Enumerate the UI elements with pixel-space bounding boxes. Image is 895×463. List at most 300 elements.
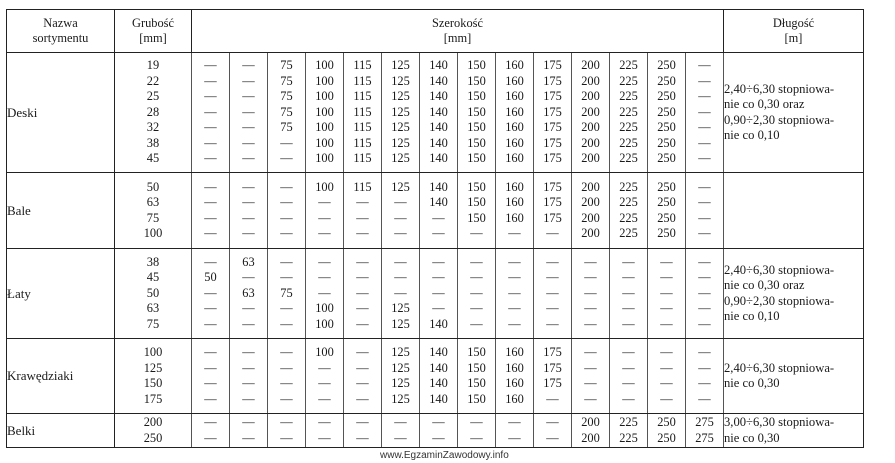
width-value: —	[356, 270, 369, 285]
length-cell	[724, 414, 864, 448]
width-column-cell	[534, 173, 572, 249]
width-value: —	[698, 254, 711, 269]
width-value: —	[622, 285, 635, 300]
width-value: —	[242, 104, 255, 119]
width-column-cell	[230, 53, 268, 173]
width-value: —	[546, 316, 559, 331]
width-column-cell	[420, 249, 458, 339]
width-value: 125	[391, 104, 410, 119]
width-value: 150	[467, 73, 486, 88]
width-column-cell	[534, 53, 572, 173]
width-value: 140	[429, 376, 448, 390]
width-value: 150	[467, 135, 486, 150]
width-value: —	[318, 430, 331, 445]
width-value: —	[318, 391, 331, 406]
width-value: 175	[543, 151, 562, 166]
width-value: —	[280, 391, 293, 406]
width-value: 150	[467, 210, 486, 225]
width-value: 100	[315, 58, 334, 73]
width-value: 115	[353, 58, 372, 73]
width-column-cell	[382, 339, 420, 414]
width-value: —	[660, 391, 673, 406]
width-value: 175	[543, 120, 562, 135]
width-value: —	[698, 73, 711, 88]
width-column-cell	[230, 249, 268, 339]
width-value: 115	[353, 73, 372, 88]
width-value: —	[508, 285, 521, 300]
width-column-cell	[534, 414, 572, 448]
width-value: 140	[429, 391, 448, 406]
thickness-value: 200	[143, 415, 163, 429]
width-value: —	[204, 120, 217, 135]
width-value: —	[394, 195, 407, 209]
width-value: 150	[467, 89, 486, 104]
width-value: —	[242, 226, 255, 240]
length-line: nie co 0,30 oraz	[724, 278, 805, 292]
width-value: —	[698, 360, 711, 375]
length-line: nie co 0,30	[724, 430, 780, 445]
width-value: 63	[242, 254, 255, 269]
thickness-value: 19	[146, 58, 160, 73]
width-value: 125	[391, 58, 410, 73]
width-value: —	[432, 415, 445, 429]
width-value: —	[356, 285, 369, 300]
width-value: 225	[619, 415, 638, 429]
width-value: —	[280, 135, 293, 150]
width-column-cell	[496, 249, 534, 339]
width-value: 225	[619, 58, 638, 73]
width-value: —	[204, 316, 217, 331]
width-value: 200	[581, 210, 600, 225]
width-value: —	[280, 270, 293, 285]
width-column-cell	[648, 173, 686, 249]
thickness-cell	[115, 173, 192, 249]
width-value: —	[470, 316, 483, 331]
header-width: Szerokość [mm]	[192, 10, 724, 53]
width-value: —	[698, 270, 711, 285]
width-value: 160	[505, 179, 524, 194]
width-value: —	[470, 254, 483, 269]
width-value: 175	[543, 135, 562, 150]
width-value: —	[242, 316, 255, 331]
width-value: —	[394, 254, 407, 269]
width-value: —	[584, 285, 597, 300]
width-value: —	[470, 285, 483, 300]
width-column-cell	[306, 173, 344, 249]
width-value: —	[280, 360, 293, 375]
width-value: 150	[467, 120, 486, 135]
width-column-cell	[610, 173, 648, 249]
width-value: —	[280, 254, 293, 269]
width-value: —	[242, 135, 255, 150]
assortment-name: Bale	[7, 173, 115, 249]
width-column-cell	[496, 414, 534, 448]
width-value: —	[242, 270, 255, 285]
width-column-cell	[230, 414, 268, 448]
width-column-cell	[572, 53, 610, 173]
width-value: 140	[429, 151, 448, 166]
width-column-cell	[306, 53, 344, 173]
width-value: 175	[543, 179, 562, 194]
watermark: www.EgzaminZawodowy.info	[380, 450, 509, 461]
width-value: 140	[429, 89, 448, 104]
thickness-value: 63	[146, 195, 160, 209]
width-value: —	[356, 226, 369, 240]
width-value: —	[546, 226, 559, 240]
width-value: 200	[581, 120, 600, 135]
width-column-cell	[458, 173, 496, 249]
width-column-cell	[344, 53, 382, 173]
length-line: 3,00÷6,30 stopniowa-	[724, 415, 835, 429]
width-value: 100	[315, 179, 334, 194]
width-value: 225	[619, 73, 638, 88]
width-column-cell	[534, 249, 572, 339]
width-value: —	[698, 316, 711, 331]
width-value: —	[698, 104, 711, 119]
width-value: —	[318, 254, 331, 269]
width-value: 200	[581, 104, 600, 119]
thickness-value: 38	[146, 254, 160, 269]
width-value: 200	[581, 135, 600, 150]
width-value: —	[508, 415, 521, 429]
width-value: —	[470, 301, 483, 316]
width-column-cell	[572, 173, 610, 249]
width-value: —	[318, 270, 331, 285]
width-value: 250	[657, 73, 676, 88]
length-cell	[724, 249, 864, 339]
table-row	[7, 249, 864, 339]
width-value: 100	[315, 73, 334, 88]
width-value: —	[318, 285, 331, 300]
width-value: —	[318, 360, 331, 375]
table-row	[7, 173, 864, 249]
width-value: 140	[429, 120, 448, 135]
width-value: —	[204, 89, 217, 104]
thickness-value: 32	[146, 120, 160, 135]
width-value: —	[242, 195, 255, 209]
width-value: —	[356, 376, 369, 390]
width-value: 250	[657, 151, 676, 166]
width-value: 225	[619, 210, 638, 225]
width-value: —	[356, 254, 369, 269]
width-value: —	[432, 285, 445, 300]
width-column-cell	[420, 339, 458, 414]
width-value: —	[622, 254, 635, 269]
width-value: 125	[391, 316, 410, 331]
width-value: —	[204, 301, 217, 316]
thickness-cell	[115, 53, 192, 173]
width-value: 225	[619, 179, 638, 194]
width-value: 150	[467, 195, 486, 209]
width-value: —	[204, 226, 217, 240]
width-value: —	[584, 360, 597, 375]
width-value: —	[204, 345, 217, 359]
width-value: —	[698, 120, 711, 135]
width-value: 140	[429, 316, 448, 331]
width-column-cell	[648, 339, 686, 414]
width-column-cell	[610, 249, 648, 339]
width-value: 160	[505, 195, 524, 209]
length-line: nie co 0,30	[724, 376, 780, 390]
width-column-cell	[268, 173, 306, 249]
width-value: 140	[429, 135, 448, 150]
assortment-name: Krawędziaki	[7, 339, 115, 414]
width-value: —	[356, 360, 369, 375]
length-cell	[724, 53, 864, 173]
width-value: 75	[280, 104, 293, 119]
length-line: nie co 0,30 oraz	[724, 97, 805, 111]
width-value: 150	[467, 151, 486, 166]
width-value: —	[622, 345, 635, 359]
width-value: 250	[657, 179, 676, 194]
width-value: 225	[619, 226, 638, 240]
width-value: —	[356, 430, 369, 445]
length-line: nie co 0,10	[724, 128, 780, 142]
length-line: 2,40÷6,30 stopniowa-	[724, 81, 835, 96]
width-value: 125	[391, 73, 410, 88]
width-value: 125	[391, 345, 410, 359]
width-value: —	[698, 285, 711, 300]
width-value: —	[242, 415, 255, 429]
width-value: —	[546, 270, 559, 285]
table-row	[7, 339, 864, 414]
width-value: —	[356, 301, 369, 316]
thickness-cell	[115, 249, 192, 339]
width-value: 225	[619, 135, 638, 150]
width-value: 140	[429, 179, 448, 194]
width-column-cell	[572, 414, 610, 448]
width-value: —	[660, 360, 673, 375]
width-value: 160	[505, 391, 524, 406]
width-value: 250	[657, 210, 676, 225]
width-value: 115	[353, 179, 372, 194]
width-value: —	[622, 376, 635, 390]
width-value: —	[280, 415, 293, 429]
width-value: 160	[505, 345, 524, 359]
width-value: 225	[619, 195, 638, 209]
width-value: 140	[429, 104, 448, 119]
width-value: —	[584, 254, 597, 269]
width-value: —	[318, 226, 331, 240]
width-value: —	[546, 415, 559, 429]
assortment-name: Łaty	[7, 249, 115, 339]
width-value: —	[584, 345, 597, 359]
width-value: 275	[695, 430, 714, 445]
thickness-value: 100	[143, 345, 163, 359]
width-column-cell	[230, 339, 268, 414]
width-value: 150	[467, 376, 486, 390]
width-value: 225	[619, 151, 638, 166]
width-value: 150	[467, 360, 486, 375]
width-value: 175	[543, 345, 562, 359]
width-value: —	[470, 270, 483, 285]
width-value: 225	[619, 120, 638, 135]
width-value: —	[470, 226, 483, 240]
width-value: 75	[280, 58, 293, 73]
width-value: —	[356, 195, 369, 209]
width-value: 125	[391, 179, 410, 194]
width-value: —	[698, 58, 711, 73]
width-value: 140	[429, 195, 448, 209]
width-value: —	[204, 151, 217, 166]
width-value: —	[242, 301, 255, 316]
width-value: —	[432, 210, 445, 225]
width-value: —	[204, 391, 217, 406]
width-value: —	[432, 430, 445, 445]
width-value: —	[280, 316, 293, 331]
width-value: 125	[391, 135, 410, 150]
width-value: —	[280, 345, 293, 359]
width-value: —	[242, 89, 255, 104]
lumber-sizes-table	[6, 9, 864, 448]
width-value: 200	[581, 89, 600, 104]
width-value: 250	[657, 415, 676, 429]
width-column-cell	[648, 414, 686, 448]
width-value: —	[660, 345, 673, 359]
length-line: 2,40÷6,30 stopniowa-	[724, 360, 835, 375]
width-value: —	[432, 254, 445, 269]
width-value: —	[242, 376, 255, 390]
width-value: —	[242, 120, 255, 135]
width-column-cell	[306, 414, 344, 448]
width-column-cell	[306, 249, 344, 339]
width-value: 250	[657, 104, 676, 119]
width-value: —	[698, 135, 711, 150]
width-value: 150	[467, 58, 486, 73]
thickness-value: 63	[146, 301, 160, 316]
width-value: 100	[315, 104, 334, 119]
width-value: —	[318, 415, 331, 429]
width-value: 250	[657, 226, 676, 240]
width-column-cell	[686, 414, 724, 448]
width-value: —	[394, 285, 407, 300]
width-value: 225	[619, 89, 638, 104]
width-value: —	[584, 376, 597, 390]
width-value: 125	[391, 391, 410, 406]
width-column-cell	[420, 53, 458, 173]
width-column-cell	[458, 249, 496, 339]
width-column-cell	[610, 53, 648, 173]
width-value: —	[546, 430, 559, 445]
width-value: —	[698, 345, 711, 359]
width-value: —	[584, 316, 597, 331]
width-value: —	[584, 301, 597, 316]
width-value: —	[242, 73, 255, 88]
width-value: —	[546, 285, 559, 300]
width-value: 100	[315, 135, 334, 150]
width-value: 175	[543, 73, 562, 88]
thickness-value: 175	[143, 391, 163, 406]
width-value: —	[280, 376, 293, 390]
length-cell	[724, 339, 864, 414]
width-value: —	[546, 254, 559, 269]
width-value: —	[698, 391, 711, 406]
width-column-cell	[382, 249, 420, 339]
width-value: —	[698, 376, 711, 390]
width-value: 160	[505, 73, 524, 88]
width-column-cell	[686, 173, 724, 249]
width-value: —	[280, 195, 293, 209]
width-value: 150	[467, 179, 486, 194]
width-value: 225	[619, 430, 638, 445]
length-line: 0,90÷2,30 stopniowa-	[724, 293, 835, 308]
width-value: —	[698, 195, 711, 209]
width-value: 250	[657, 89, 676, 104]
width-value: 115	[353, 89, 372, 104]
width-value: —	[660, 301, 673, 316]
width-value: 200	[581, 415, 600, 429]
width-column-cell	[420, 414, 458, 448]
width-value: —	[318, 195, 331, 209]
width-value: —	[356, 415, 369, 429]
width-value: —	[584, 391, 597, 406]
width-column-cell	[268, 339, 306, 414]
width-value: 175	[543, 58, 562, 73]
length-cell	[724, 173, 864, 249]
header-length: Długość [m]	[724, 10, 864, 53]
width-value: 250	[657, 195, 676, 209]
width-value: 200	[581, 58, 600, 73]
width-value: —	[242, 210, 255, 225]
width-value: —	[280, 179, 293, 194]
width-value: —	[280, 151, 293, 166]
thickness-value: 25	[146, 89, 160, 104]
width-value: 125	[391, 151, 410, 166]
width-value: —	[546, 391, 559, 406]
width-value: —	[432, 226, 445, 240]
thickness-value: 75	[146, 210, 160, 225]
width-value: 75	[280, 73, 293, 88]
width-value: 140	[429, 58, 448, 73]
assortment-name: Belki	[7, 414, 115, 448]
width-value: 160	[505, 120, 524, 135]
width-column-cell	[496, 339, 534, 414]
width-value: —	[508, 430, 521, 445]
thickness-value: 45	[146, 151, 160, 166]
thickness-value: 125	[143, 360, 163, 375]
thickness-cell	[115, 339, 192, 414]
width-value: 250	[657, 135, 676, 150]
table-body	[7, 53, 864, 448]
width-column-cell	[610, 339, 648, 414]
thickness-value: 28	[146, 104, 160, 119]
width-value: —	[242, 58, 255, 73]
table-row	[7, 53, 864, 173]
width-value: —	[660, 254, 673, 269]
width-column-cell	[610, 414, 648, 448]
width-value: 115	[353, 120, 372, 135]
width-column-cell	[686, 249, 724, 339]
width-column-cell	[230, 173, 268, 249]
width-column-cell	[344, 414, 382, 448]
width-value: 75	[280, 285, 293, 300]
width-value: 175	[543, 360, 562, 375]
width-value: 200	[581, 430, 600, 445]
width-column-cell	[344, 173, 382, 249]
width-value: —	[394, 210, 407, 225]
width-value: —	[508, 254, 521, 269]
width-value: 125	[391, 360, 410, 375]
header-thickness: Grubość [mm]	[115, 10, 192, 53]
width-value: 160	[505, 89, 524, 104]
width-value: 50	[204, 270, 217, 285]
width-value: 140	[429, 345, 448, 359]
width-value: 160	[505, 360, 524, 375]
width-value: —	[204, 195, 217, 209]
length-line: nie co 0,10	[724, 309, 780, 323]
width-value: 100	[315, 316, 334, 331]
width-value: 63	[242, 285, 255, 300]
